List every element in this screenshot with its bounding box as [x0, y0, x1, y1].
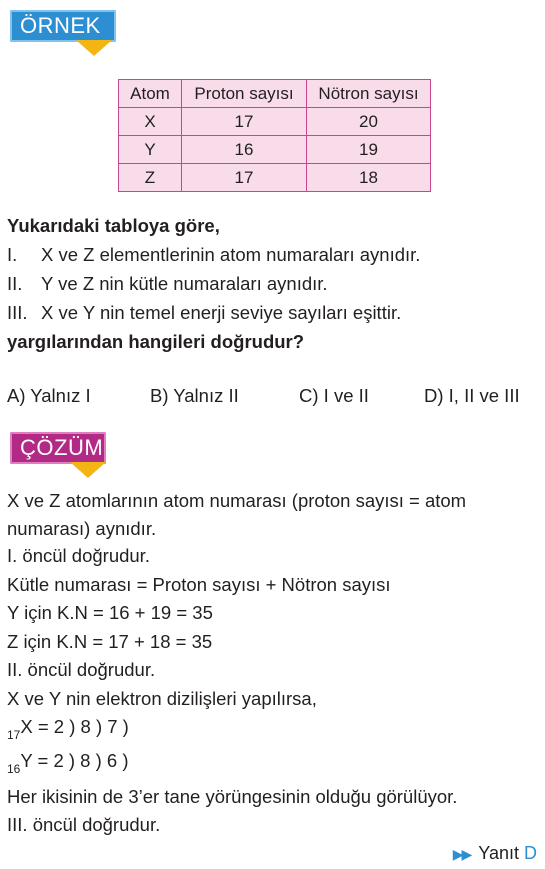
config-x: X = 2 ) 8 ) 7 ): [20, 716, 129, 737]
question-intro: Yukarıdaki tabloya göre,: [7, 215, 220, 236]
double-arrow-icon: ▶▶: [452, 846, 471, 862]
atom-table: [118, 79, 431, 192]
table-header: Proton sayısı: [182, 80, 307, 108]
solution-line: II. öncül doğrudur.: [7, 659, 156, 680]
table-cell: Y: [119, 136, 182, 164]
solution-line: Z için K.N = 17 + 18 = 35: [7, 631, 213, 652]
table-row: [119, 108, 431, 136]
table-header: Nötron sayısı: [307, 80, 431, 108]
table-cell: X: [119, 108, 182, 136]
solution-line: X ve Y nin elektron dizilişleri yapılırsa,: [7, 688, 317, 709]
solution-line: I. öncül doğrudur.: [7, 545, 150, 566]
statement-1-number: I.: [7, 244, 18, 265]
solution-line: Y için K.N = 16 + 19 = 35: [7, 602, 213, 623]
cozum-badge-triangle: [70, 462, 106, 478]
table-header: Atom: [119, 80, 182, 108]
table-row: [119, 164, 431, 192]
ornek-label: ÖRNEK: [10, 10, 116, 42]
table-header-row: [119, 80, 431, 108]
answer-label: Yanıt: [478, 843, 519, 863]
atomic-number-y: 16: [7, 762, 21, 776]
table-cell: 18: [307, 164, 431, 192]
statement-2: [7, 269, 328, 298]
statement-2-number: II.: [7, 273, 23, 294]
statement-1: [7, 240, 420, 269]
electron-config-x: [7, 716, 129, 742]
table-row: [119, 136, 431, 164]
statement-1-text: X ve Z elementlerinin atom numaraları aynıdır.: [41, 244, 421, 265]
question-closing: yargılarından hangileri doğrudur?: [7, 331, 305, 352]
statement-2-text: Y ve Z nin kütle numaraları aynıdır.: [41, 273, 328, 294]
table-cell: 19: [307, 136, 431, 164]
statement-3: [7, 298, 401, 327]
solution-line: Her ikisinin de 3’er tane yörüngesinin olduğu görülüyor.: [7, 786, 458, 807]
table-cell: 17: [182, 108, 307, 136]
ornek-badge-triangle: [76, 40, 112, 56]
answer-indicator: [453, 843, 537, 864]
atomic-number-x: 17: [7, 728, 21, 742]
statement-3-text: X ve Y nin temel enerji seviye sayıları eşittir.: [41, 302, 402, 323]
solution-line: Kütle numarası = Proton sayısı + Nötron sayısı: [7, 574, 391, 595]
answer-value: D: [524, 843, 537, 863]
solution-line: numarası) aynıdır.: [7, 518, 157, 539]
table-cell: 20: [307, 108, 431, 136]
option-a[interactable]: A) Yalnız I: [7, 385, 91, 406]
cozum-label: ÇÖZÜM: [10, 432, 106, 464]
config-y: Y = 2 ) 8 ) 6 ): [20, 750, 129, 771]
solution-line: X ve Z atomlarının atom numarası (proton sayısı = atom: [7, 490, 467, 511]
electron-config-y: [7, 750, 129, 776]
option-c[interactable]: C) I ve II: [299, 385, 369, 406]
table-cell: 17: [182, 164, 307, 192]
option-b[interactable]: B) Yalnız II: [150, 385, 239, 406]
table-cell: 16: [182, 136, 307, 164]
solution-line: III. öncül doğrudur.: [7, 814, 161, 835]
table-cell: Z: [119, 164, 182, 192]
option-d[interactable]: D) I, II ve III: [424, 385, 520, 406]
statement-3-number: III.: [7, 302, 28, 323]
